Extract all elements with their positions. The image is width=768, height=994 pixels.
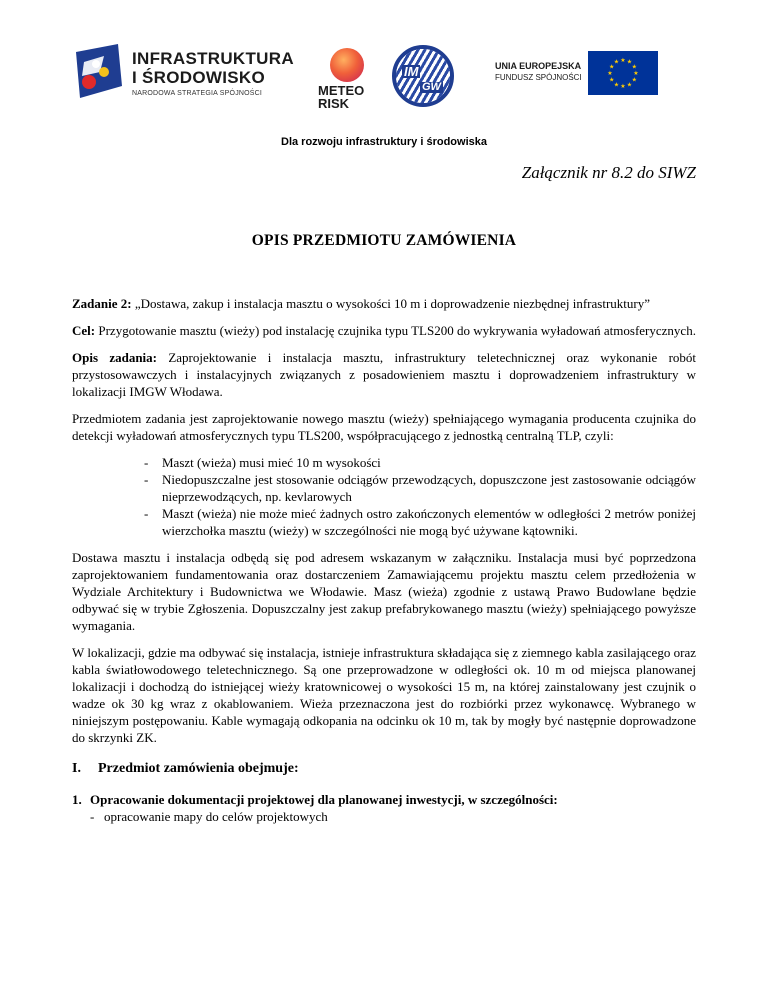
eu-star-icon: ★ <box>607 71 613 77</box>
imgw-emblem-icon <box>392 45 454 107</box>
eu-star-icon: ★ <box>631 64 637 71</box>
cel-label: Cel: <box>72 323 96 338</box>
eu-star-icon: ★ <box>633 71 639 77</box>
eu-star-icon: ★ <box>626 59 633 66</box>
item-title: Opracowanie dokumentacji projektowej dla planowanej inwestycji, w szczególności: <box>90 792 558 807</box>
logo-eu-line2: FUNDUSZ SPÓJNOŚCI <box>495 73 582 82</box>
eu-star-icon: ★ <box>613 82 620 89</box>
meteo-sphere-icon <box>330 48 364 82</box>
eu-flag-icon <box>588 51 658 95</box>
logo-is-line1: INFRASTRUKTURA <box>132 49 294 68</box>
zadanie-label: Zadanie 2: <box>72 296 132 311</box>
dostawa-paragraph: Dostawa masztu i instalacja odbędą się pod adresem wskazanym w załączniku. Instalacja musi być poprzedzona zaprojektowaniem fundamentowania oraz dostarczeniem Zamawiającemu projektu masztu celem przedłożenia w Wydziale Architektury i Budownictwa we Włodawie. Masz (wieża) zgodnie z ustawą Prawo Budowlane będzie odbywać się w trybie Zgłoszenia. Dopuszczalny jest zakup prefabrykowanego masztu (wieży) spełniającego powyższe wymagania. <box>72 550 696 633</box>
item-number: 1. <box>72 792 82 807</box>
eu-star-icon: ★ <box>620 84 626 90</box>
cel-text: Przygotowanie masztu (wieży) pod instalację czujnika typu TLS200 do wykrywania wyładowań atmosferycznych. <box>95 323 696 338</box>
item-text: opracowanie mapy do celów projektowych <box>104 809 328 824</box>
page-title: OPIS PRZEDMIOTU ZAMÓWIENIA <box>251 232 517 249</box>
cel-paragraph <box>72 322 696 339</box>
infrastruktura-srodowisko-logo <box>74 40 304 105</box>
logo-meteo-line2: RISK <box>318 96 350 111</box>
opis-paragraph <box>72 349 696 400</box>
eu-star-icon: ★ <box>626 82 633 89</box>
logo-imgw-top: IM <box>404 64 419 79</box>
section-number: I. <box>72 761 81 776</box>
list-item: - Maszt (wieża) nie może mieć żadnych ostro zakończonych elementów w odległości 2 metrów poniżej wierzchołka masztu (wieży) w szczególności nie mogą być używane kątowniki. <box>144 506 696 538</box>
requirement-text: Maszt (wieża) musi mieć 10 m wysokości <box>162 455 381 470</box>
section-title: Przedmiot zamówienia obejmuje: <box>98 761 299 776</box>
eu-star-icon: ★ <box>609 77 615 84</box>
requirement-text: Niedopuszczalne jest stosowanie odciągów przewodzących, dopuszczone jest zastosowanie odciągów nieprzewodzących, np. kevlarowych <box>162 472 696 504</box>
requirement-text: Maszt (wieża) nie może mieć żadnych ostro zakończonych elementów w odległości 2 metrów poniżej wierzchołka masztu (wieży) w szczególności nie mogą być używane kątowniki. <box>162 506 696 538</box>
list-item: - opracowanie mapy do celów projektowych <box>90 809 328 824</box>
annex-label: Załącznik nr 8.2 do SIWZ <box>521 163 696 182</box>
logo-is-line3: NARODOWA STRATEGIA SPÓJNOŚCI <box>132 90 263 97</box>
zadanie-text: „Dostawa, zakup i instalacja masztu o wysokości 10 m i doprowadzenie niezbędnej infrastruktury” <box>131 296 650 311</box>
item-heading <box>72 791 696 808</box>
logo-eu-line1: UNIA EUROPEJSKA <box>495 61 582 71</box>
tagline: Dla rozwoju infrastruktury i środowiska <box>281 136 487 148</box>
list-item: - Niedopuszczalne jest stosowanie odciągów przewodzących, dopuszczone jest zastosowanie odciągów nieprzewodzących, np. kevlarowych <box>144 472 696 504</box>
list-item: - Maszt (wieża) musi mieć 10 m wysokości <box>144 455 381 470</box>
section-heading <box>72 760 696 777</box>
eu-star-icon: ★ <box>613 59 620 66</box>
lokalizacji-paragraph: W lokalizacji, gdzie ma odbywać się instalacja, istnieje infrastruktura składająca się z ziemnego kabla zasilającego oraz kabla światłowodowego teletechnicznego. Są one przeprowadzone w odległości ok. 10 m od miejsca planowanej lokalizacji i dochodzą do istniejącej wieży kratownicowej o wysokości 15 m, na której zainstalowany jest czujnik o wadze ok 30 kg wraz z okablowaniem. Wieża przeznaczona jest do rozbiórki przez wykonawcę. Wybranego w niniejszym postępowaniu. Kable wymagają odkopania na odcinku ok 10 m, tak by mogły być następnie doprowadzone do skrzynki ZK. <box>72 645 696 745</box>
is-flag-icon <box>74 42 124 100</box>
eu-star-icon: ★ <box>609 64 615 71</box>
unia-europejska-logo <box>483 51 659 95</box>
przedmiotem-paragraph: Przedmiotem zadania jest zaprojektowanie nowego masztu (wieży) spełniającego wymagania producenta czujnika do detekcji wyładowań atmosferycznych typu TLS200, współpracującego z jednostką centralną TLP, czyli: <box>72 411 696 443</box>
eu-star-icon: ★ <box>631 77 637 84</box>
eu-star-icon: ★ <box>620 58 626 64</box>
imgw-logo <box>392 45 458 113</box>
logo-is-line2: I ŚRODOWISKO <box>132 68 265 87</box>
document-body <box>72 295 696 825</box>
logo-imgw-bottom: GW <box>422 81 441 93</box>
logo-meteo-line1: METEO <box>318 83 365 98</box>
zadanie-paragraph <box>72 295 696 312</box>
requirements-list <box>72 454 696 539</box>
meteo-risk-logo <box>314 48 380 110</box>
opis-label: Opis zadania: <box>72 350 158 365</box>
opis-text: Zaprojektowanie i instalacja masztu, infrastruktury teletechnicznej oraz wykonanie robót przystosowawczych i instalacyjnych związanych z posadowieniem masztu i doprowadzeniem infrastruktury w lokalizacji IMGW Włodawa. <box>72 350 697 399</box>
item-list <box>72 808 696 825</box>
